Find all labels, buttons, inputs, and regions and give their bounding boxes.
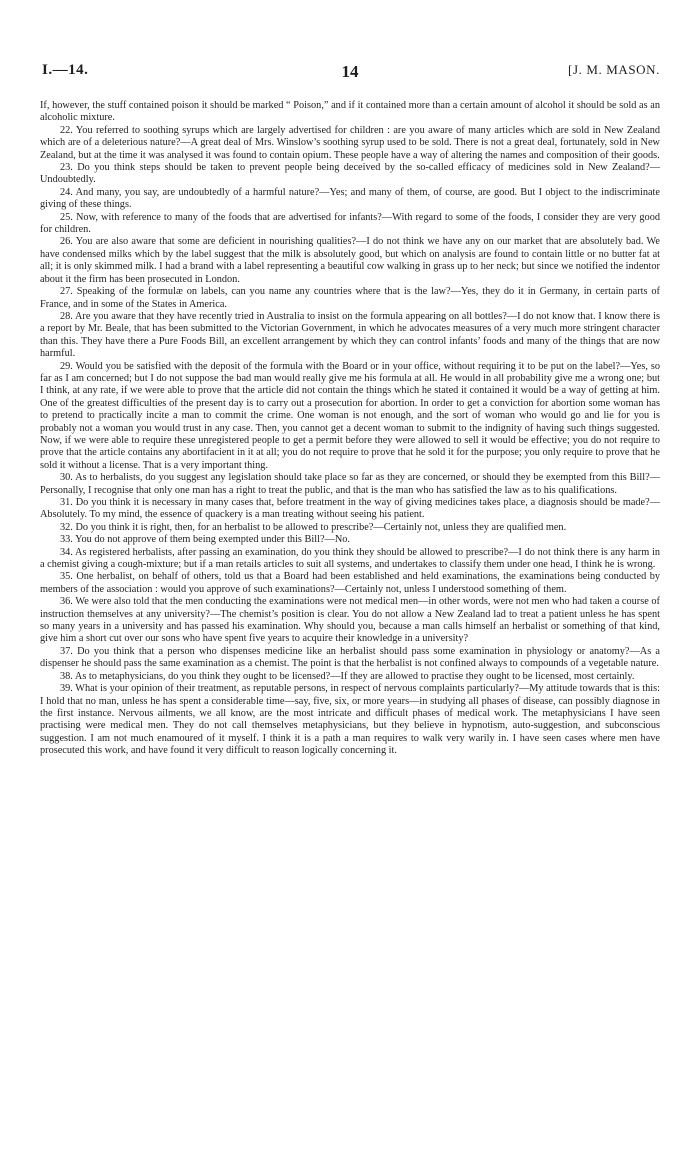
page-header — [40, 62, 660, 88]
report-reference: I.—14. — [42, 62, 89, 78]
question-39: 39. What is your opinion of their treatment, as reputable persons, in respect of nervous complaints particularly?—My attitude towards that is this: I hold that no man, unless he has spent a considerable time—say, five, six, or more years—in studying all phases of disease, can possibly diagnose in the first instance. Nervous ailments, we all know, are the most intricate and difficult phases of medical work. The metaphysicians I have seen practising were medical men. They do not call themselves metaphysicians, but they believe in hypnotism, auto-suggestion, and subconscious suggestion. I am not much enamoured of it myself. I think it is a path a man requires to walk very warily in. I have seen cases where men have prosecuted this work, and have found it very difficult to reason logically concerning it. — [40, 683, 660, 757]
evidence-body — [40, 100, 660, 758]
question-34: 34. As registered herbalists, after passing an examination, do you think they should be allowed to prescribe?—I do not think there is any harm in a chemist giving a cough-mixture; but if a man retails articles to suit all systems, and undertakes to classify them under one head, I think he is wrong. — [40, 546, 660, 571]
question-37: 37. Do you think that a person who dispenses medicine like an herbalist should pass some examination in physiology or anatomy?—As a dispenser he should pass the same examination as a chemist. The point is that the herbalist is not confined always to compounds of a vegetable nature. — [40, 645, 660, 670]
question-26: 26. You are also aware that some are deficient in nourishing qualities?—I do not think we have any on our market that are absolutely bad. We have condensed milks which by the label suggest that the milk is absolutely good, but which on analysis are found to contain little or no butter fat at all; it is only skimmed milk. I had a brand with a label representing a beautiful cow walking in grass up to her neck; but since we notified the indentor about it the firm has been prosecuted in London. — [40, 236, 660, 285]
question-24: 24. And many, you say, are undoubtedly of a harmful nature?—Yes; and many of them, of course, are good. But I object to the indiscriminate giving of these things. — [40, 186, 660, 211]
question-25: 25. Now, with reference to many of the foods that are advertised for infants?—With regard to some of the foods, I consider they are very good for children. — [40, 211, 660, 236]
witness-name: [J. M. MASON. — [568, 62, 660, 77]
question-38: 38. As to metaphysicians, do you think they ought to be licensed?—If they are allowed to practise they ought to be licensed, most certainly. — [60, 670, 635, 682]
question-27: 27. Speaking of the formulæ on labels, can you name any countries where that is the law?—Yes, they do it in Germany, in certain parts of France, and in some of the States in America. — [40, 286, 660, 310]
question-35: 35. One herbalist, on behalf of others, told us that a Board had been established and held examinations, the examinations being conducted by members of the association : would you approve of such examinations?—Certainly not, unless I understood something of them. — [40, 571, 660, 595]
question-22: 22. You referred to soothing syrups which are largely advertised for children : are you aware of many articles which are sold in New Zealand which are of a deleterious nature?—A great deal of Mrs. Winslow’s soothing syrup used to be sold. There is not a great deal, fortunately, sold in New Zealand, but at the time it was analysed it was found to contain opium. These people have a way of altering the names and composition of their goods. — [40, 124, 660, 161]
page-number: 14 — [341, 62, 359, 81]
question-36: 36. We were also told that the men conducting the examinations were not medical men—in other words, were not men who had taken a course of instruction themselves at any university?—The chemist’s position is clear. You do not allow a New Zealand lad to treat a patient unless he has spent so many years in a university and has passed his examination. Why should you, because a man calls himself an herbalist or something of that kind, give him a short cut over our sons who have spent five years to acquire their knowledge in a university? — [40, 596, 660, 645]
question-33: 33. You do not approve of them being exempted under this Bill?—No. — [60, 534, 350, 546]
question-29: 29. Would you be satisfied with the deposit of the formula with the Board or in your office, without requiring it to be put on the label?—Yes, so far as I am concerned; but I do not suppose the bad man would really give me his formula at all. He would in all probability give me a wrong one; but I think, at any rate, if we were able to prove that the article did not contain the things which he stated it contained it would be a way of getting at him. One of the greatest difficulties of the present day is to carry out a prosecution for abortion. In order to get a conviction for abortion some woman has to pretend to practically incite a man to commit the crime. One woman is not enough, and the sort of woman who would go and lie for you is probably not a woman you would trust in any case. Then, you cannot get a decent woman to submit to the indignity of having such things suggested. Now, if we were able to require these unregistered people to get a permit before they were allowed to sell it would be effective; you do not require to prove that the article contains any abortifacient in it at all; you do not require to prove that he sold it for the purpose; you only require to prove that he sold it without a license. That is a very important thing. — [40, 360, 660, 471]
document-page — [40, 62, 660, 758]
question-28: 28. Are you aware that they have recently tried in Australia to insist on the formula appearing on all bottles?—I do not know that. I know there is a report by Mr. Beale, that has been submitted to the Victorian Government, in which he advocates measures of a very much more stringent character than this. They have there a Pure Foods Bill, an excellent arrangement by which they can control infants’ foods and many of the things that are now harmful. — [40, 310, 660, 360]
intro-paragraph: If, however, the stuff contained poison it should be marked “ Poison,” and if it contained more than a certain amount of alcohol it should be sold as an alcoholic mixture. — [40, 100, 660, 124]
question-30: 30. As to herbalists, do you suggest any legislation should take place so far as they are concerned, or should they be exempted from this Bill?—Personally, I recognise that only one man has a right to treat the public, and that is the man who has satisfied the law as to his qualifications. — [40, 472, 660, 496]
question-32: 32. Do you think it is right, then, for an herbalist to be allowed to prescribe?—Certainly not, unless they are qualified men. — [60, 521, 567, 533]
question-31: 31. Do you think it is necessary in many cases that, before treatment in the way of giving medicines takes place, a diagnosis should be made?—Absolutely. To my mind, the essence of quackery is a man treating without seeing his patient. — [40, 497, 660, 521]
question-23: 23. Do you think steps should be taken to prevent people being deceived by the so-called efficacy of medicines sold in New Zealand?—Undoubtedly. — [40, 162, 660, 186]
